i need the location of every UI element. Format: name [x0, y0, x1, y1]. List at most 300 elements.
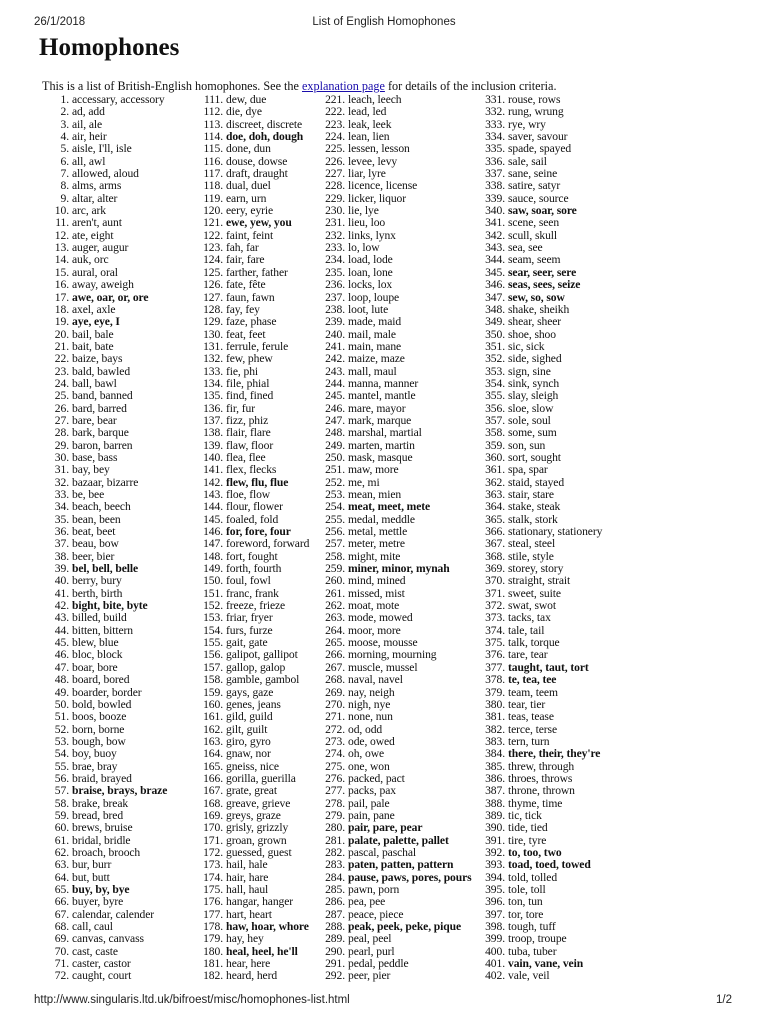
homophone-words: flaw, floor: [226, 438, 274, 452]
item-number: 364.: [485, 500, 505, 514]
item-number: 378.: [485, 673, 505, 687]
item-number: 59.: [54, 808, 69, 822]
homophone-words: alms, arms: [72, 179, 122, 193]
item-number: 247.: [325, 413, 345, 427]
homophone-words: sort, sought: [508, 450, 561, 464]
homophone-words: fort, fought: [226, 549, 278, 563]
homophone-words: mind, mined: [348, 574, 406, 588]
homophone-words: boos, booze: [72, 710, 127, 724]
homophone-words: gays, gaze: [226, 685, 274, 699]
homophone-words: sole, soul: [508, 413, 551, 427]
item-number: 261.: [325, 586, 345, 600]
homophone-words: fate, fête: [226, 278, 266, 292]
homophone-words: auger, augur: [72, 241, 129, 255]
homophone-words: away, aweigh: [72, 278, 134, 292]
item-number: 26.: [54, 401, 69, 415]
homophone-words: discreet, discrete: [226, 117, 303, 131]
homophone-item: [319, 711, 479, 723]
homophone-words: dual, duel: [226, 179, 271, 193]
item-number: 359.: [485, 438, 505, 452]
homophone-words: caster, castor: [72, 957, 131, 971]
homophone-words: tide, tied: [508, 821, 548, 835]
homophone-words: licence, license: [348, 179, 418, 193]
homophone-words: bare, bear: [72, 413, 117, 427]
item-number: 281.: [325, 833, 345, 847]
item-number: 121.: [203, 216, 223, 230]
homophone-words: for, fore, four: [226, 525, 291, 539]
item-number: 44.: [54, 623, 69, 637]
homophone-words: mask, masque: [348, 450, 413, 464]
homophone-words: son, sun: [508, 438, 546, 452]
homophones-column-2: [197, 94, 322, 983]
item-number: 115.: [203, 142, 223, 156]
homophone-words: ewe, yew, you: [226, 216, 292, 230]
homophone-words: foaled, fold: [226, 512, 279, 526]
homophone-words: made, maid: [348, 315, 402, 329]
homophone-item: [319, 292, 479, 304]
homophone-item: [44, 933, 194, 945]
page-number: 1/2: [716, 994, 732, 1006]
homophone-words: pain, pane: [348, 808, 395, 822]
homophone-words: palate, palette, pallet: [348, 833, 449, 847]
homophone-words: spa, spar: [508, 463, 548, 477]
homophone-words: meat, meet, mete: [348, 500, 431, 514]
item-number: 240.: [325, 327, 345, 341]
item-number: 348.: [485, 302, 505, 316]
item-number: 49.: [54, 685, 69, 699]
homophone-words: moor, more: [348, 623, 401, 637]
homophone-words: giro, gyro: [226, 734, 271, 748]
item-number: 397.: [485, 907, 505, 921]
item-number: 386.: [485, 771, 505, 785]
item-number: 242.: [325, 352, 345, 366]
item-number: 155.: [203, 636, 223, 650]
item-number: 70.: [54, 944, 69, 958]
item-number: 223.: [325, 117, 345, 131]
homophone-words: packs, pax: [348, 784, 396, 798]
page-heading: Homophones: [39, 34, 180, 61]
item-number: 60.: [54, 821, 69, 835]
item-number: 271.: [325, 710, 345, 724]
homophone-words: metal, mettle: [348, 525, 408, 539]
intro-text-after: for details of the inclusion criteria.: [384, 79, 557, 93]
homophone-words: few, phew: [226, 352, 273, 366]
item-number: 54.: [54, 747, 69, 761]
item-number: 352.: [485, 352, 505, 366]
homophone-words: seam, seem: [508, 253, 561, 267]
homophone-words: paten, patten, pattern: [348, 858, 454, 872]
homophone-words: straight, strait: [508, 574, 571, 588]
homophone-words: bazaar, bizarre: [72, 475, 139, 489]
item-number: 283.: [325, 858, 345, 872]
homophone-words: seas, sees, seize: [508, 278, 581, 292]
homophone-words: shake, sheikh: [508, 302, 570, 316]
homophone-words: aural, oral: [72, 265, 118, 279]
item-number: 64.: [54, 870, 69, 884]
item-number: 236.: [325, 278, 345, 292]
item-number: 3.: [60, 117, 69, 131]
homophone-words: boarder, border: [72, 685, 142, 699]
homophone-words: lean, lien: [348, 130, 390, 144]
item-number: 358.: [485, 426, 505, 440]
item-number: 24.: [54, 376, 69, 390]
item-number: 5.: [60, 142, 69, 156]
homophone-words: foul, fowl: [226, 574, 271, 588]
item-number: 234.: [325, 253, 345, 267]
item-number: 333.: [485, 117, 505, 131]
item-number: 239.: [325, 315, 345, 329]
homophone-words: pea, pee: [348, 895, 386, 909]
item-number: 22.: [54, 352, 69, 366]
homophone-words: braid, brayed: [72, 771, 132, 785]
homophone-words: sign, sine: [508, 364, 551, 378]
item-number: 28.: [54, 426, 69, 440]
item-number: 246.: [325, 401, 345, 415]
homophone-words: side, sighed: [508, 352, 562, 366]
item-number: 401.: [485, 957, 505, 971]
item-number: 248.: [325, 426, 345, 440]
item-number: 128.: [203, 302, 223, 316]
homophone-words: douse, dowse: [226, 154, 288, 168]
item-number: 285.: [325, 883, 345, 896]
item-number: 402.: [485, 969, 505, 983]
item-number: 17.: [54, 290, 69, 304]
homophone-words: eery, eyrie: [226, 204, 274, 218]
item-number: 259.: [325, 562, 345, 576]
homophone-words: loop, loupe: [348, 290, 400, 304]
homophone-words: stationary, stationery: [508, 525, 603, 539]
item-number: 31.: [54, 463, 69, 477]
homophone-words: bard, barred: [72, 401, 127, 415]
item-number: 361.: [485, 463, 505, 477]
homophone-words: pedal, peddle: [348, 957, 409, 971]
item-number: 264.: [325, 623, 345, 637]
item-number: 47.: [54, 660, 69, 674]
page-url: http://www.singularis.ltd.uk/bifroest/misc/homophones-list.html: [34, 994, 350, 1006]
homophone-words: die, dye: [226, 105, 262, 119]
item-number: 263.: [325, 611, 345, 625]
homophone-words: medal, meddle: [348, 512, 415, 526]
homophone-words: gait, gate: [226, 636, 268, 650]
homophone-item: [44, 649, 194, 661]
item-number: 178.: [203, 920, 223, 934]
homophone-item: [197, 390, 322, 402]
homophone-words: file, phial: [226, 376, 270, 390]
item-number: 255.: [325, 512, 345, 526]
homophone-words: to, too, two: [508, 845, 562, 859]
homophone-words: pause, paws, pores, pours: [348, 870, 472, 884]
item-number: 144.: [203, 500, 223, 514]
homophone-words: teas, tease: [508, 710, 554, 724]
item-number: 148.: [203, 549, 223, 563]
item-number: 350.: [485, 327, 505, 341]
homophone-words: vale, veil: [508, 969, 550, 983]
item-number: 151.: [203, 586, 223, 600]
item-number: 9.: [60, 191, 69, 205]
item-number: 367.: [485, 537, 505, 551]
homophone-words: tole, toll: [508, 883, 546, 896]
homophone-words: marten, martin: [348, 438, 415, 452]
item-number: 287.: [325, 907, 345, 921]
item-number: 160.: [203, 697, 223, 711]
item-number: 290.: [325, 944, 345, 958]
homophone-words: marshal, martial: [348, 426, 422, 440]
homophone-words: blew, blue: [72, 636, 119, 650]
item-number: 150.: [203, 574, 223, 588]
item-number: 362.: [485, 475, 505, 489]
item-number: 175.: [203, 883, 223, 896]
homophone-words: levee, levy: [348, 154, 398, 168]
item-number: 376.: [485, 648, 505, 662]
item-number: 45.: [54, 636, 69, 650]
item-number: 164.: [203, 747, 223, 761]
homophone-words: scull, skull: [508, 228, 558, 242]
homophones-column-4: [479, 94, 759, 983]
homophone-words: heal, heel, he'll: [226, 944, 298, 958]
homophone-words: bold, bowled: [72, 697, 132, 711]
item-number: 245.: [325, 389, 345, 403]
homophone-words: greave, grieve: [226, 796, 291, 810]
item-number: 62.: [54, 845, 69, 859]
item-number: 374.: [485, 623, 505, 637]
item-number: 135.: [203, 389, 223, 403]
item-number: 53.: [54, 734, 69, 748]
item-number: 227.: [325, 167, 345, 181]
item-number: 385.: [485, 759, 505, 773]
item-number: 68.: [54, 920, 69, 934]
homophone-words: floe, flow: [226, 488, 271, 501]
item-number: 252.: [325, 475, 345, 489]
homophone-words: throne, thrown: [508, 784, 575, 798]
item-number: 226.: [325, 154, 345, 168]
homophone-words: tough, tuff: [508, 920, 556, 934]
item-number: 21.: [54, 339, 69, 353]
item-number: 6.: [60, 154, 69, 168]
homophone-words: tire, tyre: [508, 833, 547, 847]
homophone-words: shoe, shoo: [508, 327, 556, 341]
item-number: 35.: [54, 512, 69, 526]
homophone-words: faint, feint: [226, 228, 274, 242]
homophone-words: gorilla, guerilla: [226, 771, 296, 785]
item-number: 18.: [54, 302, 69, 316]
item-number: 269.: [325, 685, 345, 699]
item-number: 390.: [485, 821, 505, 835]
homophone-words: grate, great: [226, 784, 277, 798]
item-number: 39.: [54, 562, 69, 576]
homophone-words: ode, owed: [348, 734, 395, 748]
homophone-words: gnaw, nor: [226, 747, 271, 761]
homophone-item: [319, 353, 479, 365]
homophone-words: awe, oar, or, ore: [72, 290, 149, 304]
homophone-words: there, their, they're: [508, 747, 601, 761]
homophone-words: gild, guild: [226, 710, 273, 724]
homophone-words: sauce, source: [508, 191, 569, 205]
explanation-page-link[interactable]: explanation page: [301, 79, 385, 93]
homophone-words: born, borne: [72, 722, 125, 736]
item-number: 237.: [325, 290, 345, 304]
homophone-words: boar, bore: [72, 660, 118, 674]
homophone-words: beau, bow: [72, 537, 119, 551]
item-number: 363.: [485, 488, 505, 501]
item-number: 270.: [325, 697, 345, 711]
homophone-words: ate, eight: [72, 228, 114, 242]
item-number: 157.: [203, 660, 223, 674]
homophones-column-1: [44, 94, 194, 983]
homophone-words: bail, bale: [72, 327, 114, 341]
item-number: 136.: [203, 401, 223, 415]
intro-text-before: This is a list of British-English homophones. See the: [42, 79, 302, 93]
item-number: 253.: [325, 488, 345, 501]
homophone-words: air, heir: [72, 130, 107, 144]
item-number: 4.: [60, 130, 69, 144]
homophone-words: told, tolled: [508, 870, 558, 884]
item-number: 40.: [54, 574, 69, 588]
item-number: 51.: [54, 710, 69, 724]
homophone-words: galipot, gallipot: [226, 648, 298, 662]
homophone-words: miner, minor, mynah: [348, 562, 450, 576]
item-number: 266.: [325, 648, 345, 662]
homophone-words: mode, mowed: [348, 611, 413, 625]
homophone-words: mail, male: [348, 327, 396, 341]
item-number: 340.: [485, 204, 505, 218]
item-number: 181.: [203, 957, 223, 971]
item-number: 230.: [325, 204, 345, 218]
item-number: 372.: [485, 599, 505, 613]
item-number: 244.: [325, 376, 345, 390]
item-number: 276.: [325, 771, 345, 785]
item-number: 129.: [203, 315, 223, 329]
item-number: 16.: [54, 278, 69, 292]
item-number: 149.: [203, 562, 223, 576]
homophone-item: [319, 464, 479, 476]
item-number: 170.: [203, 821, 223, 835]
item-number: 50.: [54, 697, 69, 711]
item-number: 19.: [54, 315, 69, 329]
homophone-words: mark, marque: [348, 413, 412, 427]
homophone-words: buy, by, bye: [72, 883, 130, 896]
item-number: 288.: [325, 920, 345, 934]
print-footer: [0, 991, 768, 1011]
homophone-words: lieu, loo: [348, 216, 386, 230]
item-number: 356.: [485, 401, 505, 415]
item-number: 354.: [485, 376, 505, 390]
homophone-item: [319, 970, 479, 982]
homophone-words: gilt, guilt: [226, 722, 268, 736]
homophone-words: fie, phi: [226, 364, 259, 378]
homophone-words: mall, maul: [348, 364, 397, 378]
homophone-words: threw, through: [508, 759, 575, 773]
homophone-words: doe, doh, dough: [226, 130, 304, 144]
homophone-words: lessen, lesson: [348, 142, 410, 156]
item-number: 116.: [203, 154, 223, 168]
homophone-item: [319, 933, 479, 945]
homophone-words: steal, steel: [508, 537, 556, 551]
item-number: 331.: [485, 93, 505, 106]
homophone-words: me, mi: [348, 475, 380, 489]
item-number: 345.: [485, 265, 505, 279]
item-number: 119.: [203, 191, 223, 205]
item-number: 383.: [485, 734, 505, 748]
item-number: 275.: [325, 759, 345, 773]
item-number: 10.: [54, 204, 69, 218]
homophone-words: satire, satyr: [508, 179, 561, 193]
item-number: 370.: [485, 574, 505, 588]
item-number: 229.: [325, 191, 345, 205]
item-number: 12.: [54, 228, 69, 242]
homophone-words: gallop, galop: [226, 660, 286, 674]
homophone-words: baize, bays: [72, 352, 123, 366]
homophone-words: find, fined: [226, 389, 274, 403]
homophone-words: packed, pact: [348, 771, 405, 785]
homophone-words: base, bass: [72, 450, 118, 464]
intro-paragraph: [42, 79, 762, 94]
item-number: 2.: [60, 105, 69, 119]
item-number: 125.: [203, 265, 223, 279]
homophone-words: flair, flare: [226, 426, 271, 440]
item-number: 243.: [325, 364, 345, 378]
item-number: 37.: [54, 537, 69, 551]
homophone-words: mantel, mantle: [348, 389, 416, 403]
item-number: 278.: [325, 796, 345, 810]
item-number: 33.: [54, 488, 69, 501]
homophone-words: moat, mote: [348, 599, 400, 613]
item-number: 235.: [325, 265, 345, 279]
homophone-words: locks, lox: [348, 278, 393, 292]
item-number: 56.: [54, 771, 69, 785]
item-number: 23.: [54, 364, 69, 378]
item-number: 176.: [203, 895, 223, 909]
homophone-words: team, teem: [508, 685, 558, 699]
print-header: [0, 0, 768, 28]
homophone-words: peak, peek, peke, pique: [348, 920, 462, 934]
homophone-words: none, nun: [348, 710, 393, 724]
item-number: 1.: [60, 93, 69, 106]
item-number: 338.: [485, 179, 505, 193]
homophone-words: baron, barren: [72, 438, 133, 452]
homophone-item: [319, 785, 479, 797]
item-number: 112.: [203, 105, 223, 119]
homophone-words: hail, hale: [226, 858, 268, 872]
homophone-words: heard, herd: [226, 969, 278, 983]
item-number: 72.: [54, 969, 69, 983]
homophone-words: lead, led: [348, 105, 387, 119]
homophone-words: flew, flu, flue: [226, 475, 289, 489]
homophone-words: rye, wry: [508, 117, 546, 131]
homophone-words: links, lynx: [348, 228, 396, 242]
homophone-words: gneiss, nice: [226, 759, 279, 773]
item-number: 392.: [485, 845, 505, 859]
homophone-words: ad, add: [72, 105, 105, 119]
homophone-words: arc, ark: [72, 204, 106, 218]
homophone-words: bark, barque: [72, 426, 129, 440]
homophone-words: toad, toed, towed: [508, 858, 591, 872]
homophone-words: sweet, suite: [508, 586, 561, 600]
item-number: 7.: [60, 167, 69, 181]
homophone-words: brake, break: [72, 796, 129, 810]
homophone-item: [44, 970, 194, 982]
item-number: 8.: [60, 179, 69, 193]
homophone-words: load, lode: [348, 253, 393, 267]
homophone-item: [197, 970, 322, 982]
homophone-words: flour, flower: [226, 500, 283, 514]
homophone-words: all, awl: [72, 154, 106, 168]
item-number: 265.: [325, 636, 345, 650]
item-number: 282.: [325, 845, 345, 859]
item-number: 55.: [54, 759, 69, 773]
homophone-words: tern, turn: [508, 734, 550, 748]
item-number: 274.: [325, 747, 345, 761]
homophone-item: [319, 687, 479, 699]
